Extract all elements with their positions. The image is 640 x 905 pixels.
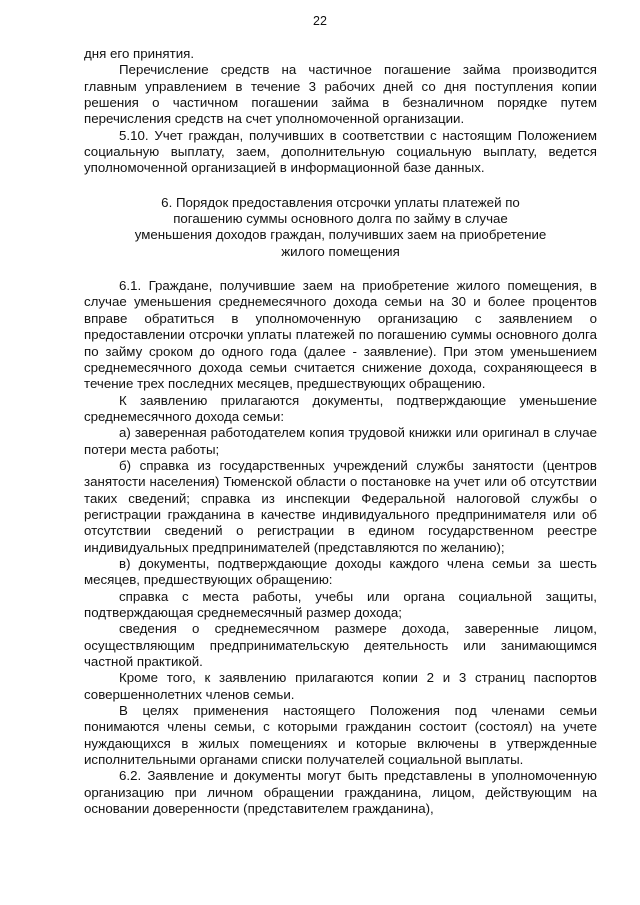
section-heading: 6. Порядок предоставления отсрочки уплаты платежей по погашению суммы основного долга по займу в случае уменьшения доходов граждан, получивших заем на приобретение жилого помещения bbox=[134, 194, 547, 259]
paragraph: 5.10. Учет граждан, получивших в соответствии с настоящим Положением социальную выплату, заем, дополнительную социальную выплату, ведется уполномоченной организацией в информационной базе данных. bbox=[84, 127, 597, 176]
list-item: а) заверенная работодателем копия трудовой книжки или оригинал в случае потери места работы; bbox=[84, 425, 597, 457]
paragraph: К заявлению прилагаются документы, подтверждающие уменьшение среднемесячного дохода семьи: bbox=[84, 392, 597, 424]
paragraph: Кроме того, к заявлению прилагаются копии 2 и 3 страниц паспортов совершеннолетних членов семьи. bbox=[84, 670, 597, 702]
document-body bbox=[84, 46, 597, 817]
paragraph: 6.2. Заявление и документы могут быть представлены в уполномоченную организацию при личном обращении гражданина, лицом, действующим на основании доверенности (представителем гражданина), bbox=[84, 768, 597, 817]
page-number: 22 bbox=[313, 14, 327, 28]
paragraph: В целях применения настоящего Положения под членами семьи понимаются члены семьи, с которыми гражданин состоит (состоял) на учете нуждающихся в жилых помещениях и которые включены в утвержденные исполнительными органами списки получателей социальной выплаты. bbox=[84, 703, 597, 768]
paragraph: Перечисление средств на частичное погашение займа производится главным управлением в течение 3 рабочих дней со дня поступления копии решения о частичном погашении займа в безналичном порядке путем перечисления средств на счет уполномоченной организации. bbox=[84, 62, 597, 127]
paragraph: дня его принятия. bbox=[84, 46, 195, 61]
paragraph: 6.1. Граждане, получившие заем на приобретение жилого помещения, в случае уменьшения среднемесячного дохода семьи на 30 и более процентов вправе обратиться в уполномоченную организацию с заявлением о предоставлении отсрочки уплаты платежей по погашению суммы основного долга по займу сроком до одного года (далее - заявление). При этом уменьшением среднемесячного дохода семьи считается снижение дохода, сохраняющееся в течение трех последних месяцев, предшествующих обращению. bbox=[84, 278, 597, 392]
list-item: б) справка из государственных учреждений службы занятости (центров занятости населения) Тюменской области о постановке на учет или об отсутствии таких сведений; справка из инспекции Федеральной налоговой службы о регистрации гражданина в качестве индивидуального предпринимателя или об отсутствии сведений о регистрации в едином государственном реестре индивидуальных предпринимателей (представляются по желанию); bbox=[84, 457, 597, 555]
paragraph: сведения о среднемесячном размере дохода, заверенные лицом, осуществляющим предпринимательскую деятельность или занимающимся частной практикой. bbox=[84, 621, 597, 670]
paragraph: справка с места работы, учебы или органа социальной защиты, подтверждающая среднемесячный размер дохода; bbox=[84, 588, 597, 620]
list-item: в) документы, подтверждающие доходы каждого члена семьи за шесть месяцев, предшествующих обращению: bbox=[84, 555, 597, 588]
